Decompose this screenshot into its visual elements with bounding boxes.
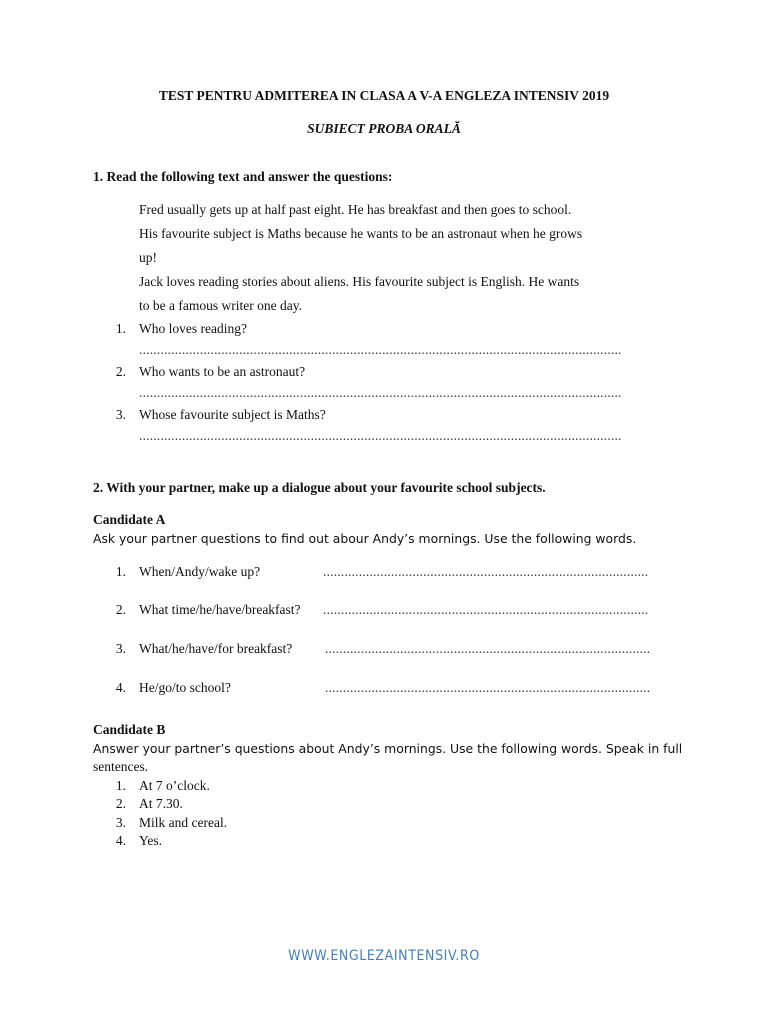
question-number: 1. <box>115 321 126 336</box>
passage-line: Jack loves reading stories about aliens. His favourite subject is English. He wants <box>139 274 580 289</box>
page-title: TEST PENTRU ADMITEREA IN CLASA A V-A ENGLEZA INTENSIV 2019 <box>158 88 610 103</box>
question-text: Who wants to be an astronaut? <box>139 364 306 379</box>
reading-passage <box>139 198 639 318</box>
page-subtitle: SUBIECT PROBA ORALĂ <box>307 121 461 136</box>
item-number: 2. <box>115 602 126 617</box>
answer-line[interactable]: ........................................................................................... <box>325 641 651 656</box>
candidate-b-instruction: Answer your partner’s questions about Andy’s mornings. Use the following words. Speak in full <box>93 741 683 756</box>
answer-line[interactable]: ........................................................................................... <box>323 602 649 617</box>
question-text: Who loves reading? <box>139 321 247 336</box>
item-text: When/Andy/wake up? <box>139 564 261 579</box>
item-number: 3. <box>115 641 126 656</box>
passage-line: His favourite subject is Maths because he wants to be an astronaut when he grows <box>139 226 583 241</box>
answer-line[interactable]: ....................................................................................................................................... <box>139 385 622 400</box>
question-number: 3. <box>115 407 126 422</box>
item-text: Yes. <box>139 833 163 848</box>
website-link[interactable]: WWW.ENGLEZAINTENSIV.RO <box>288 948 480 964</box>
candidate-b-label: Candidate B <box>93 722 166 737</box>
item-text: He/go/to school? <box>139 680 231 695</box>
candidate-b-instruction-cont: sentences. <box>93 759 149 774</box>
item-number: 3. <box>115 815 126 830</box>
item-text: At 7 o’clock. <box>139 778 210 793</box>
question-number: 2. <box>115 364 126 379</box>
item-text: What time/he/have/breakfast? <box>139 602 301 617</box>
answer-line[interactable]: ....................................................................................................................................... <box>139 342 622 357</box>
candidate-a-instruction: Ask your partner questions to find out abour Andy’s mornings. Use the following words. <box>93 531 637 546</box>
item-number: 1. <box>115 564 126 579</box>
item-text: What/he/have/for breakfast? <box>139 641 293 656</box>
question-text: Whose favourite subject is Maths? <box>139 407 326 422</box>
answer-line[interactable]: ........................................................................................... <box>325 680 651 695</box>
answer-line[interactable]: ....................................................................................................................................... <box>139 428 622 443</box>
item-text: At 7.30. <box>139 796 183 811</box>
passage-line: Fred usually gets up at half past eight. He has breakfast and then goes to school. <box>139 202 572 217</box>
item-number: 4. <box>115 833 126 848</box>
item-number: 2. <box>115 796 126 811</box>
answer-line[interactable]: ........................................................................................... <box>323 564 649 579</box>
section-2-heading: 2. With your partner, make up a dialogue about your favourite school subjects. <box>93 480 546 495</box>
candidate-a-label: Candidate A <box>93 512 166 527</box>
item-number: 1. <box>115 778 126 793</box>
passage-line: up! <box>139 250 157 265</box>
section-1-heading: 1. Read the following text and answer the questions: <box>93 169 393 184</box>
item-number: 4. <box>115 680 126 695</box>
passage-line: to be a famous writer one day. <box>139 298 302 313</box>
item-text: Milk and cereal. <box>139 815 228 830</box>
